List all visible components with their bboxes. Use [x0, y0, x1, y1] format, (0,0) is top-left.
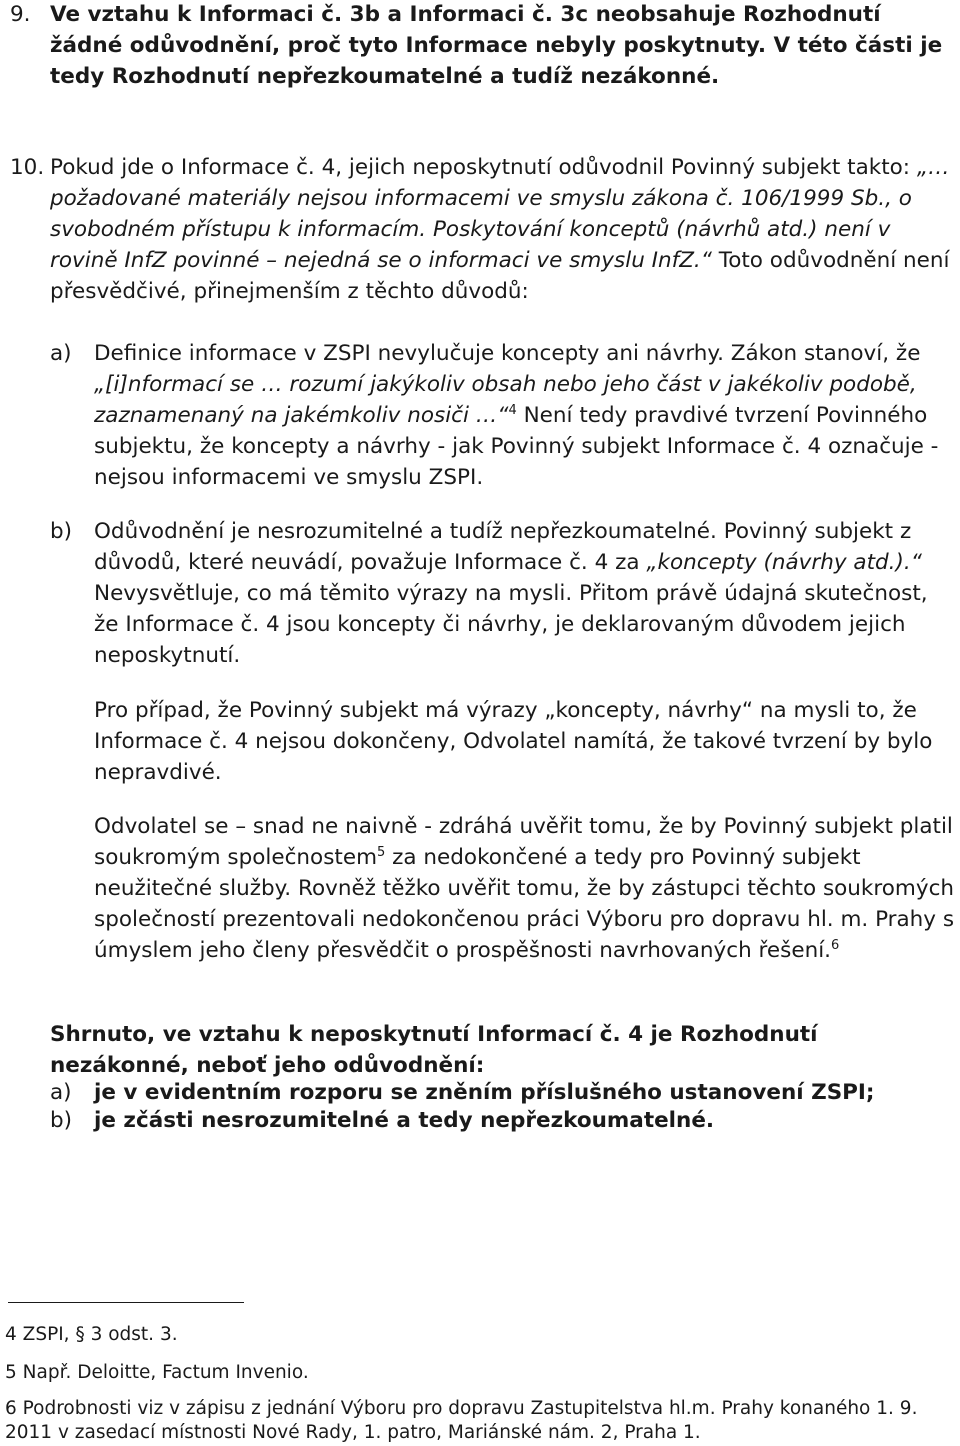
section-10-outro: Toto odůvodnění není přesvědčivé, přinejmenším z těchto důvodů: — [50, 248, 950, 304]
point-a-text — [94, 338, 956, 493]
point-b-intro: Odůvodnění je nesrozumitelné a tudíž nepřezkoumatelné. Povinný subjekt z důvodů, které neuvádí, považuje Informace č. 4 za — [94, 519, 912, 575]
section-number-10: 10. — [10, 155, 45, 180]
footnote-5: 5 Např. Deloitte, Factum Invenio. — [5, 1362, 309, 1383]
summary-b-bold: je zčásti nesrozumitelné a tedy nepřezkoumatelné. — [94, 1108, 715, 1133]
point-b-text — [94, 516, 956, 671]
point-b-paragraph-2: Pro případ, že Povinný subjekt má výrazy „koncepty, návrhy“ na mysli to, že Informace č. 4 nejsou dokončeny, Odvolatel namítá, že takové tvrzení by bylo nepravdivé. — [94, 698, 933, 785]
point-a-outro: Není tedy pravdivé tvrzení Povinného subjektu, že koncepty a návrhy - jak Povinný subjekt Informace č. 4 označuje - nejsou informacemi ve smyslu ZSPI. — [94, 403, 939, 490]
footnote-ref-5[interactable]: 5 — [377, 845, 386, 860]
point-b-outro: Nevysvětluje, co má těmito výrazy na mysli. Přitom právě údajná skutečnost, že Informace č. 4 jsou koncepty či návrhy, je deklarovaným důvodem jejich neposkytnutí. — [94, 581, 928, 668]
section-10-intro: Pokud jde o Informace č. 4, jejich neposkytnutí odůvodnil Povinný subjekt takto: — [50, 155, 917, 180]
summary-heading — [50, 1019, 955, 1081]
summary-a-bold: je v evidentním rozporu se zněním příslušného ustanovení ZSPI; — [94, 1080, 875, 1105]
point-a-intro: Definice informace v ZSPI nevylučuje koncepty ani návrhy. Zákon stanoví, že — [94, 341, 921, 366]
summary-b-label: b) — [50, 1108, 73, 1133]
point-b-p3-start: Odvolatel se – snad ne naivně - zdráhá uvěřit tomu, že by Povinný subjekt platil soukromým společnostem — [94, 814, 953, 870]
section-10-text — [50, 152, 955, 307]
point-b-quote: „koncepty (návrhy atd.).“ — [646, 550, 922, 575]
summary-a-label: a) — [50, 1080, 72, 1105]
section-9-bold: Ve vztahu k Informaci č. 3b a Informaci č. 3c neobsahuje Rozhodnutí žádné odůvodnění, proč tyto Informace nebyly poskytnuty. V této části je tedy Rozhodnutí nepřezkoumatelné a tudíž nezákonné. — [50, 2, 943, 89]
summary-heading-bold: Shrnuto, ve vztahu k neposkytnutí Informací č. 4 je Rozhodnutí nezákonné, neboť jeho odůvodnění: — [50, 1022, 818, 1078]
point-b-label: b) — [50, 519, 73, 544]
point-a-quote: „[i]nformací se … rozumí jakýkoliv obsah nebo jeho část v jakékoliv podobě, zaznamenaný na jakémkoliv nosiči …“ — [94, 372, 917, 428]
point-b-p3-end: za nedokončené a tedy pro Povinný subjekt neužitečné služby. Rovněž těžko uvěřit tomu, že by zástupci těchto soukromých společností prezentovali nedokončenou práci Výboru pro dopravu hl. m. Prahy s úmyslem jeho členy přesvědčit o prospěšnosti navrhovaných řešení. — [94, 845, 955, 963]
section-9-text — [50, 0, 955, 92]
footnote-ref-4[interactable]: 4 — [508, 403, 517, 418]
point-a-label: a) — [50, 341, 72, 366]
footnote-6: 6 Podrobnosti viz v zápisu z jednání Výboru pro dopravu Zastupitelstva hl.m. Prahy konaného 1. 9. 2011 v zasedací místnosti Nové Rady, 1. patro, Mariánské nám. 2, Praha 1. — [5, 1398, 918, 1443]
summary-a-text — [94, 1077, 956, 1108]
footnote-divider — [8, 1302, 244, 1303]
section-10-quote: „… požadované materiály nejsou informacemi ve smyslu zákona č. 106/1999 Sb., o svobodném přístupu k informacím. Poskytování konceptů (návrhů atd.) není v rovině InfZ povinné – nejedná se o informaci ve smyslu InfZ.“ — [50, 155, 950, 273]
summary-b-text — [94, 1105, 956, 1136]
footnote-4: 4 ZSPI, § 3 odst. 3. — [5, 1324, 178, 1345]
section-number-9: 9. — [10, 2, 31, 27]
point-b-paragraph-3 — [94, 811, 956, 966]
footnote-ref-6[interactable]: 6 — [831, 938, 840, 953]
